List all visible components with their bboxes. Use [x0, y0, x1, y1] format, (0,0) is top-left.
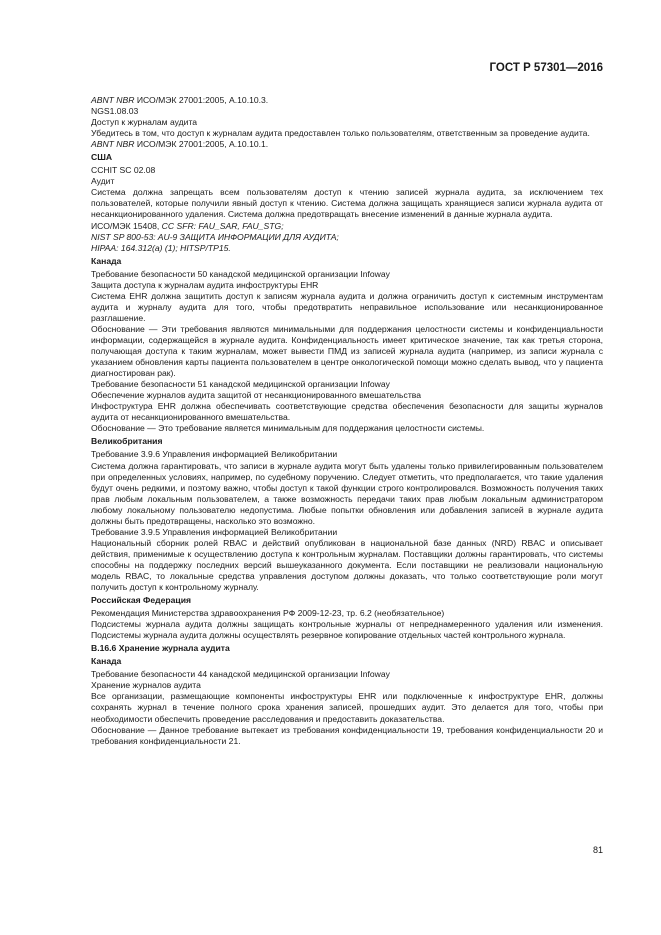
section-heading: Российская Федерация	[91, 595, 191, 606]
paragraph: Обоснование — Это требование является минимальным для поддержания целостности системы.	[91, 423, 485, 434]
paragraph: Требование 3.9.6 Управления информацией Великобритании	[91, 449, 338, 460]
paragraph: Убедитесь в том, что доступ к журналам аудита предоставлен только пользователям, ответственным за проведение аудита.	[91, 128, 590, 139]
paragraph: Требование безопасности 51 канадской медицинской организации Infoway	[91, 379, 390, 390]
paragraph: NIST SP 800-53: AU-9 ЗАЩИТА ИНФОРМАЦИИ ДЛЯ АУДИТА;	[91, 231, 339, 242]
paragraph: Аудит	[91, 176, 115, 187]
document-body	[91, 95, 603, 747]
section-heading: Канада	[91, 656, 122, 667]
paragraph: Требование безопасности 50 канадской медицинской организации Infoway	[91, 268, 390, 279]
paragraph: Требование безопасности 44 канадской медицинской организации Infoway	[91, 669, 390, 680]
paragraph: Обоснование — Эти требования являются минимальными для поддержания целостности системы и конфиденциальности информации, содержащейся в журнале аудита. Конфиденциальность имеет критическое значение, так как третья сторона, получающая доступа к таким журналам, может вывести ПМД из записей журнала аудита (например, из записи журнала с указанием обновления карты пациента пользователем в центре онкологической помощи можно сделать вывод, что у пациента диагностирован рак).	[91, 323, 603, 379]
paragraph: Система должна запрещать всем пользователям доступ к чтению записей журнала аудита, за исключением тех пользователей, которые получили явный доступ к чтению. Система должна защищать хранящиеся записи журнала аудита от несанкционированного удаления. Система должна предотвращать внесение изменений в данные журнала аудита.	[91, 187, 603, 220]
paragraph: Защита доступа к журналам аудита инфоструктуры EHR	[91, 279, 319, 290]
paragraph: Инфоструктура EHR должна обеспечивать соответствующие средства обеспечения безопасности для защиты журналов аудита от несанкционированного вмешательства.	[91, 401, 603, 423]
paragraph: Национальный сборник ролей RBAC и действий опубликован в национальной базе данных (NRD) RBAC и описывает действия, применимые к осуществлению доступа к контрольным журналам. Поставщики должны гарантировать, что системы способны на поддержку последних версий вышеуказанного документа. Если поставщики не реализовали национальную модель RBAC, то локальные средства управления доступом должны доказать, что только соответствующие роли могут получить доступ к контрольному журналу.	[91, 537, 603, 593]
paragraph: Обоснование — Данное требование вытекает из требования конфиденциальности 19, требования конфиденциальности 20 и требования конфиденциальности 21.	[91, 724, 603, 746]
paragraph: Обеспечение журналов аудита защитой от несанкционированного вмешательства	[91, 390, 422, 401]
standard-title: ГОСТ Р 57301—2016	[489, 62, 603, 74]
section-heading: B.16.6 Хранение журнала аудита	[91, 643, 230, 654]
paragraph: Все организации, размещающие компоненты инфоструктуры EHR или подключенные к инфоструктуре EHR, должны сохранять журнал в течение полного срока хранения записей, прошедших аудит. Это делается для того, чтобы при необходимости обеспечить проведение расследования и предоставить доказательства.	[91, 691, 603, 724]
paragraph: NGS1.08.03	[91, 106, 139, 117]
section-heading: США	[91, 152, 113, 163]
paragraph: Требование 3.9.5 Управления информацией Великобритании	[91, 526, 338, 537]
paragraph: CCHIT SC 02.08	[91, 165, 156, 176]
paragraph: Система должна гарантировать, что записи в журнале аудита могут быть удалены только привилегированным пользователем при определенных условиях, например, по судебному поручению. Следует отметить, что предполагается, что такие удаления будут очень редкими, и поэтому важно, чтобы доступ к такой функции строго контролировался. Возможность получения таких прав любым локальным пользователем, а также возможность передачи таких прав любым локальным администратором любому локальному пользователю недопустима. Любые попытки обновления или добавления записей в журнале аудита должны быть предотвращены, насколько это возможно.	[91, 460, 603, 526]
section-heading: Великобритания	[91, 436, 163, 447]
paragraph: ИСО/МЭК 15408, CC SFR: FAU_SAR, FAU_STG;	[91, 220, 284, 231]
paragraph: Система EHR должна защитить доступ к записям журнала аудита и должна ограничить доступ к системным инструментам аудита и журналу аудита для того, чтобы предотвратить неправильное использование или несанкционированное разглашение.	[91, 290, 603, 323]
paragraph: ABNT NBR ИСО/МЭК 27001:2005, А.10.10.1.	[91, 139, 269, 150]
paragraph: Подсистемы журнала аудита должны защищать контрольные журналы от непреднамеренного удаления или изменения. Подсистемы журнала аудита должны осуществлять резервное копирование отдельных частей контрольного журнала.	[91, 619, 603, 641]
paragraph: Рекомендация Министерства здравоохранения РФ 2009-12-23, тр. 6.2 (необязательное)	[91, 608, 445, 619]
paragraph: ABNT NBR ИСО/МЭК 27001:2005, А.10.10.3.	[91, 95, 269, 105]
paragraph: HIPAA: 164.312(a) (1); HITSP/TP15.	[91, 242, 231, 253]
section-heading: Канада	[91, 255, 122, 266]
paragraph: Хранение журналов аудита	[91, 680, 201, 691]
paragraph: Доступ к журналам аудита	[91, 117, 198, 128]
page-number: 81	[592, 845, 603, 855]
